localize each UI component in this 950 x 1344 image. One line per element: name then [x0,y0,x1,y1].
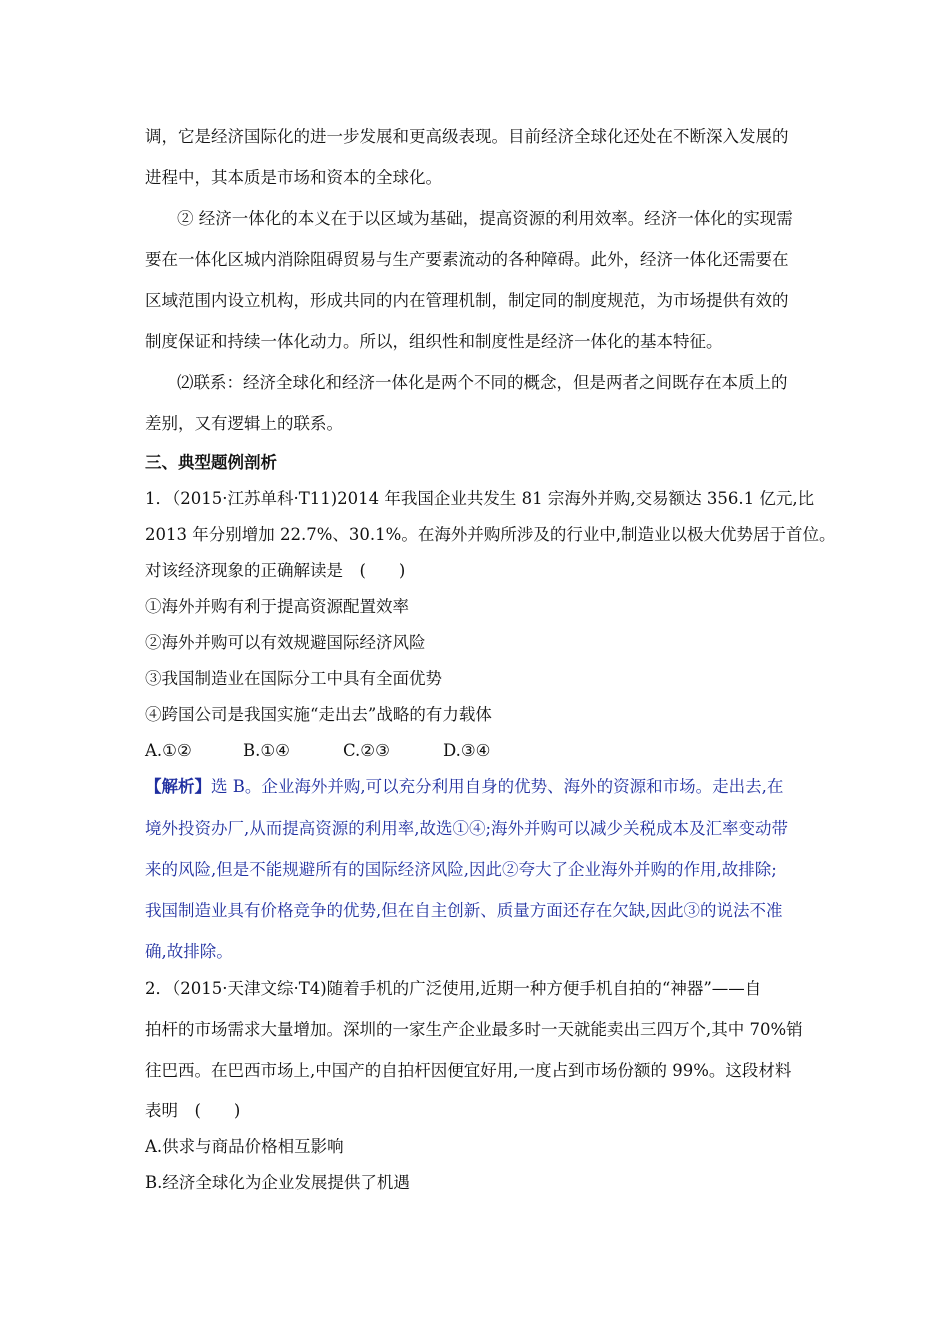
question-1-options [145,740,490,762]
question-1-text: 对该经济现象的正确解读是 ( ) [145,561,406,580]
analysis-line: 确,故排除。 [145,942,233,961]
question-2-text: 2．（2015·天津文综·T4)随着手机的广泛使用,近期一种方便手机自拍的“神器”——自 [145,979,762,998]
question-1-text: 1．（2015·江苏单科·T11)2014 年我国企业共发生 81 宗海外并购,交易额达 356.1 亿元,比 [145,489,815,508]
paragraph-line: 差别，又有逻辑上的联系。 [145,414,343,433]
question-1-statement: ③我国制造业在国际分工中具有全面优势 [145,669,442,688]
option-b: B.①④ [243,741,290,760]
question-2-option-b: B.经济全球化为企业发展提供了机遇 [145,1173,410,1192]
question-2-text: 往巴西。在巴西市场上,中国产的自拍杆因便宜好用,一度占到市场份额的 99%。这段材料 [145,1061,792,1080]
analysis-line: 来的风险,但是不能规避所有的国际经济风险,因此②夸大了企业海外并购的作用,故排除; [145,860,777,879]
question-1-text: 2013 年分别增加 22.7%、30.1%。在海外并购所涉及的行业中,制造业以极大优势居于首位。 [145,525,836,544]
analysis-line: 境外投资办厂,从而提高资源的利用率,故选①④;海外并购可以减少关税成本及汇率变动带 [145,819,789,838]
analysis-tag: 【解析】 [145,777,211,796]
question-1-statement: ②海外并购可以有效规避国际经济风险 [145,633,426,652]
paragraph-line: 调，它是经济国际化的进一步发展和更高级表现。目前经济全球化还处在不断深入发展的 [145,127,789,146]
question-1-statement: ①海外并购有利于提高资源配置效率 [145,597,409,616]
question-2-text: 表明 ( ) [145,1101,241,1120]
paragraph-line: 要在一体化区城内消除阻碍贸易与生产要素流动的各种障碍。此外，经济一体化还需要在 [145,250,789,269]
question-2-option-a: A.供求与商品价格相互影响 [145,1137,344,1156]
paragraph-line: 进程中，其本质是市场和资本的全球化。 [145,168,442,187]
question-2-text: 拍杆的市场需求大量增加。深圳的一家生产企业最多时一天就能卖出三四万个,其中 70%销 [145,1020,803,1039]
paragraph-line: ⑵联系：经济全球化和经济一体化是两个不同的概念，但是两者之间既存在本质上的 [177,373,788,392]
analysis-line: 我国制造业具有价格竞争的优势,但在自主创新、质量方面还存在欠缺,因此③的说法不准 [145,901,783,920]
option-c: C.②③ [343,741,390,760]
section-heading: 三、典型题例剖析 [145,453,277,472]
option-a: A.①② [145,741,192,760]
analysis-text: 选 B。企业海外并购,可以充分利用自身的优势、海外的资源和市场。走出去,在 [211,777,784,796]
paragraph-line: ② 经济一体化的本义在于以区域为基础，提高资源的利用效率。经济一体化的实现需 [177,209,793,228]
paragraph-line: 制度保证和持续一体化动力。所以，组织性和制度性是经济一体化的基本特征。 [145,332,723,351]
paragraph-line: 区域范围内设立机构，形成共同的内在管理机制，制定同的制度规范，为市场提供有效的 [145,291,789,310]
question-1-statement: ④跨国公司是我国实施“走出去”战略的有力载体 [145,705,492,724]
analysis-line [145,776,783,798]
option-d: D.③④ [443,741,491,760]
